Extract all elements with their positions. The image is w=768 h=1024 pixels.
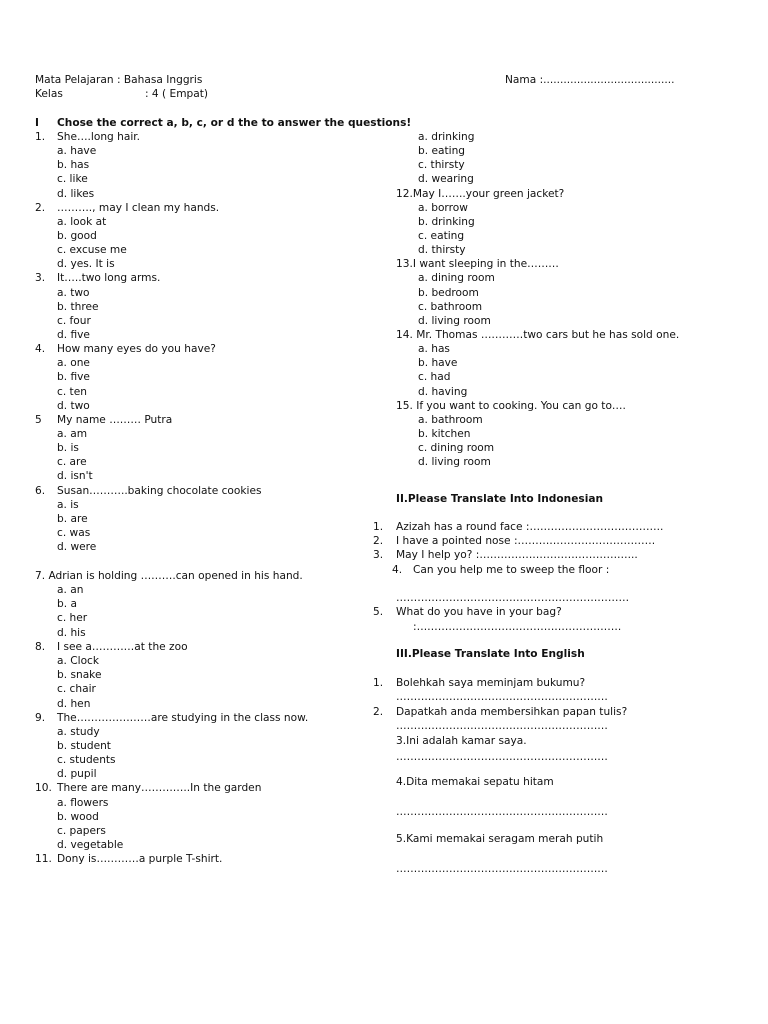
answer-option: d. two — [57, 399, 90, 412]
answer-option: b. is — [57, 442, 79, 455]
translate-item-number: 1. — [373, 521, 384, 533]
answer-option: c. was — [57, 526, 91, 539]
answer-option: a. am — [57, 427, 88, 440]
translate-item-number: 2. — [373, 706, 384, 718]
question-row — [35, 342, 365, 356]
answer-option: b. a — [57, 598, 77, 611]
translate-item-number: 1. — [373, 677, 384, 689]
answer-option: c. ten — [57, 385, 87, 398]
answer-option: d. thirsty — [418, 244, 466, 257]
answer-option: a. bathroom — [418, 413, 483, 426]
question-number: 8. — [35, 641, 46, 653]
answer-option: d. wearing — [418, 173, 474, 186]
answer-option: c. her — [57, 612, 88, 625]
answer-option: b. bedroom — [418, 286, 479, 299]
answer-option: c. chair — [57, 683, 96, 696]
question-number: 4. — [35, 343, 46, 356]
answer-option: c. four — [57, 314, 91, 327]
answer-option: a. has — [418, 343, 450, 356]
left-column-questions-1-6 — [35, 130, 365, 554]
translate-item-number: 5. — [373, 606, 384, 618]
question-row — [35, 130, 365, 144]
answer-option: c. had — [418, 371, 451, 384]
question-row — [35, 711, 365, 725]
question-text: My name ……… Putra — [57, 413, 173, 426]
answer-option: d. isn't — [57, 470, 93, 483]
translate-item-text: …………………………………………………… — [396, 691, 608, 703]
section2-title: II.Please Translate Into Indonesian — [396, 493, 604, 505]
answer-option: a. borrow — [418, 201, 468, 214]
translate-item-text: Can you help me to sweep the floor : — [413, 564, 610, 576]
subject-label: Mata Pelajaran : Bahasa Inggris — [35, 74, 203, 86]
left-column-questions-8-11 — [35, 640, 365, 866]
answer-option: b. three — [57, 300, 99, 313]
answer-option: d. hen — [57, 697, 91, 710]
question-text: 12.May I…….your green jacket? — [396, 187, 565, 200]
answer-option: d. were — [57, 541, 97, 554]
section1-title: Chose the correct a, b, c, or d the to answer the questions! — [57, 117, 412, 129]
answer-option: c. like — [57, 173, 88, 186]
answer-option: c. students — [57, 754, 116, 767]
translate-item-text: Dapatkah anda membersihkan papan tulis? — [396, 706, 628, 718]
right-column-questions — [396, 130, 736, 469]
question-number: 2. — [35, 201, 46, 214]
answer-option: a. one — [57, 357, 90, 370]
translate-item-text: ………………………………………………………… — [396, 592, 630, 604]
translate-item-text: …………………………………………………… — [396, 720, 608, 732]
question-number: 3. — [35, 272, 46, 285]
question-row — [35, 413, 365, 427]
question-row — [35, 640, 365, 654]
answer-option: c. excuse me — [57, 244, 127, 257]
answer-option: b. five — [57, 371, 90, 384]
question-number: 5 — [35, 413, 42, 426]
translate-item-text: 4.Dita memakai sepatu hitam — [396, 776, 554, 788]
answer-option: d. yes. It is — [57, 258, 115, 271]
question-text: There are many…………..In the garden — [57, 782, 262, 795]
name-field-label: Nama :....................................... — [505, 74, 675, 86]
answer-option: b. student — [57, 739, 111, 752]
question-7 — [35, 569, 365, 640]
translate-item-text: May I help yo? :……………………………………... — [396, 549, 638, 561]
answer-option: b. have — [418, 357, 458, 370]
answer-option: a. Clock — [57, 655, 100, 668]
answer-option: d. pupil — [57, 768, 97, 781]
answer-option: a. drinking — [418, 131, 475, 143]
answer-option: a. look at — [57, 215, 107, 228]
question-row — [35, 484, 365, 498]
answer-option: c. papers — [57, 824, 106, 837]
question-row — [35, 781, 365, 795]
answer-option: a. an — [57, 584, 84, 597]
section3-title: III.Please Translate Into English — [396, 648, 585, 660]
answer-option: b. are — [57, 512, 88, 525]
answer-option: b. snake — [57, 669, 102, 682]
question-row — [35, 271, 365, 285]
translate-item-text: :…………………………………………………. — [413, 621, 622, 633]
answer-option: d. likes — [57, 187, 95, 200]
question-number: 10. — [35, 782, 52, 795]
translate-item-text: Azizah has a round face :……………………………….. — [396, 521, 664, 533]
question-text: Dony is…………a purple T-shirt. — [57, 853, 223, 866]
question-number: 11. — [35, 853, 52, 866]
answer-option: a. flowers — [57, 796, 109, 809]
question-text: How many eyes do you have? — [57, 343, 216, 356]
translate-item-text: …………………………………………………… — [396, 751, 608, 763]
answer-option: a. is — [57, 498, 79, 511]
translate-item-text: Bolehkah saya meminjam bukumu? — [396, 677, 586, 689]
answer-option: d. five — [57, 328, 90, 341]
translate-item-text: What do you have in your bag? — [396, 606, 562, 618]
question-text: 7. Adrian is holding ……….can opened in his hand. — [35, 570, 303, 582]
answer-option: a. study — [57, 725, 100, 738]
answer-option: d. having — [418, 385, 468, 398]
answer-option: b. drinking — [418, 215, 475, 228]
answer-option: b. wood — [57, 810, 99, 823]
answer-option: a. dining room — [418, 272, 495, 285]
question-row — [35, 852, 365, 866]
question-number: 9. — [35, 711, 46, 724]
question-number: 6. — [35, 484, 46, 497]
question-text: I see a…………at the zoo — [57, 641, 188, 653]
answer-option: d. vegetable — [57, 838, 124, 851]
question-text: Susan………..baking chocolate cookies — [57, 484, 262, 497]
answer-option: d. his — [57, 626, 86, 639]
question-text: 13.I want sleeping in the……… — [396, 258, 559, 271]
answer-option: c. thirsty — [418, 159, 465, 172]
answer-option: c. eating — [418, 229, 465, 242]
answer-option: c. are — [57, 456, 87, 469]
question-text: ………., may I clean my hands. — [57, 201, 220, 214]
question-text: It…..two long arms. — [57, 272, 161, 285]
answer-option: b. has — [57, 159, 90, 172]
translate-item-number: 3. — [373, 549, 384, 561]
translate-item-number: 2. — [373, 535, 384, 547]
answer-option: a. two — [57, 286, 90, 299]
question-text: 14. Mr. Thomas …………two cars but he has sold one. — [396, 328, 680, 341]
answer-option: d. living room — [418, 456, 491, 469]
translate-item-text: 3.Ini adalah kamar saya. — [396, 735, 527, 747]
translate-item-text: 5.Kami memakai seragam merah putih — [396, 833, 604, 845]
translate-item-text: …………………………………………………… — [396, 863, 608, 875]
question-text: The…………………are studying in the class now. — [57, 711, 309, 724]
section1-number: I — [35, 117, 39, 129]
class-value: : 4 ( Empat) — [145, 88, 209, 100]
answer-option: b. kitchen — [418, 427, 471, 440]
class-label: Kelas — [35, 88, 63, 100]
translate-item-text: …………………………………………………… — [396, 806, 608, 818]
answer-option: c. dining room — [418, 442, 495, 455]
answer-option: c. bathroom — [418, 300, 483, 313]
translate-item-text: I have a pointed nose :………………………………… — [396, 535, 656, 547]
question-text: 15. If you want to cooking. You can go to…. — [396, 399, 626, 412]
question-text: She….long hair. — [57, 131, 141, 143]
question-row — [35, 201, 365, 215]
answer-option: b. eating — [418, 145, 466, 158]
question-number: 1. — [35, 131, 46, 143]
answer-option: d. living room — [418, 314, 491, 327]
translate-item-number: 4. — [392, 564, 403, 576]
answer-option: b. good — [57, 229, 97, 242]
answer-option: a. have — [57, 145, 97, 158]
